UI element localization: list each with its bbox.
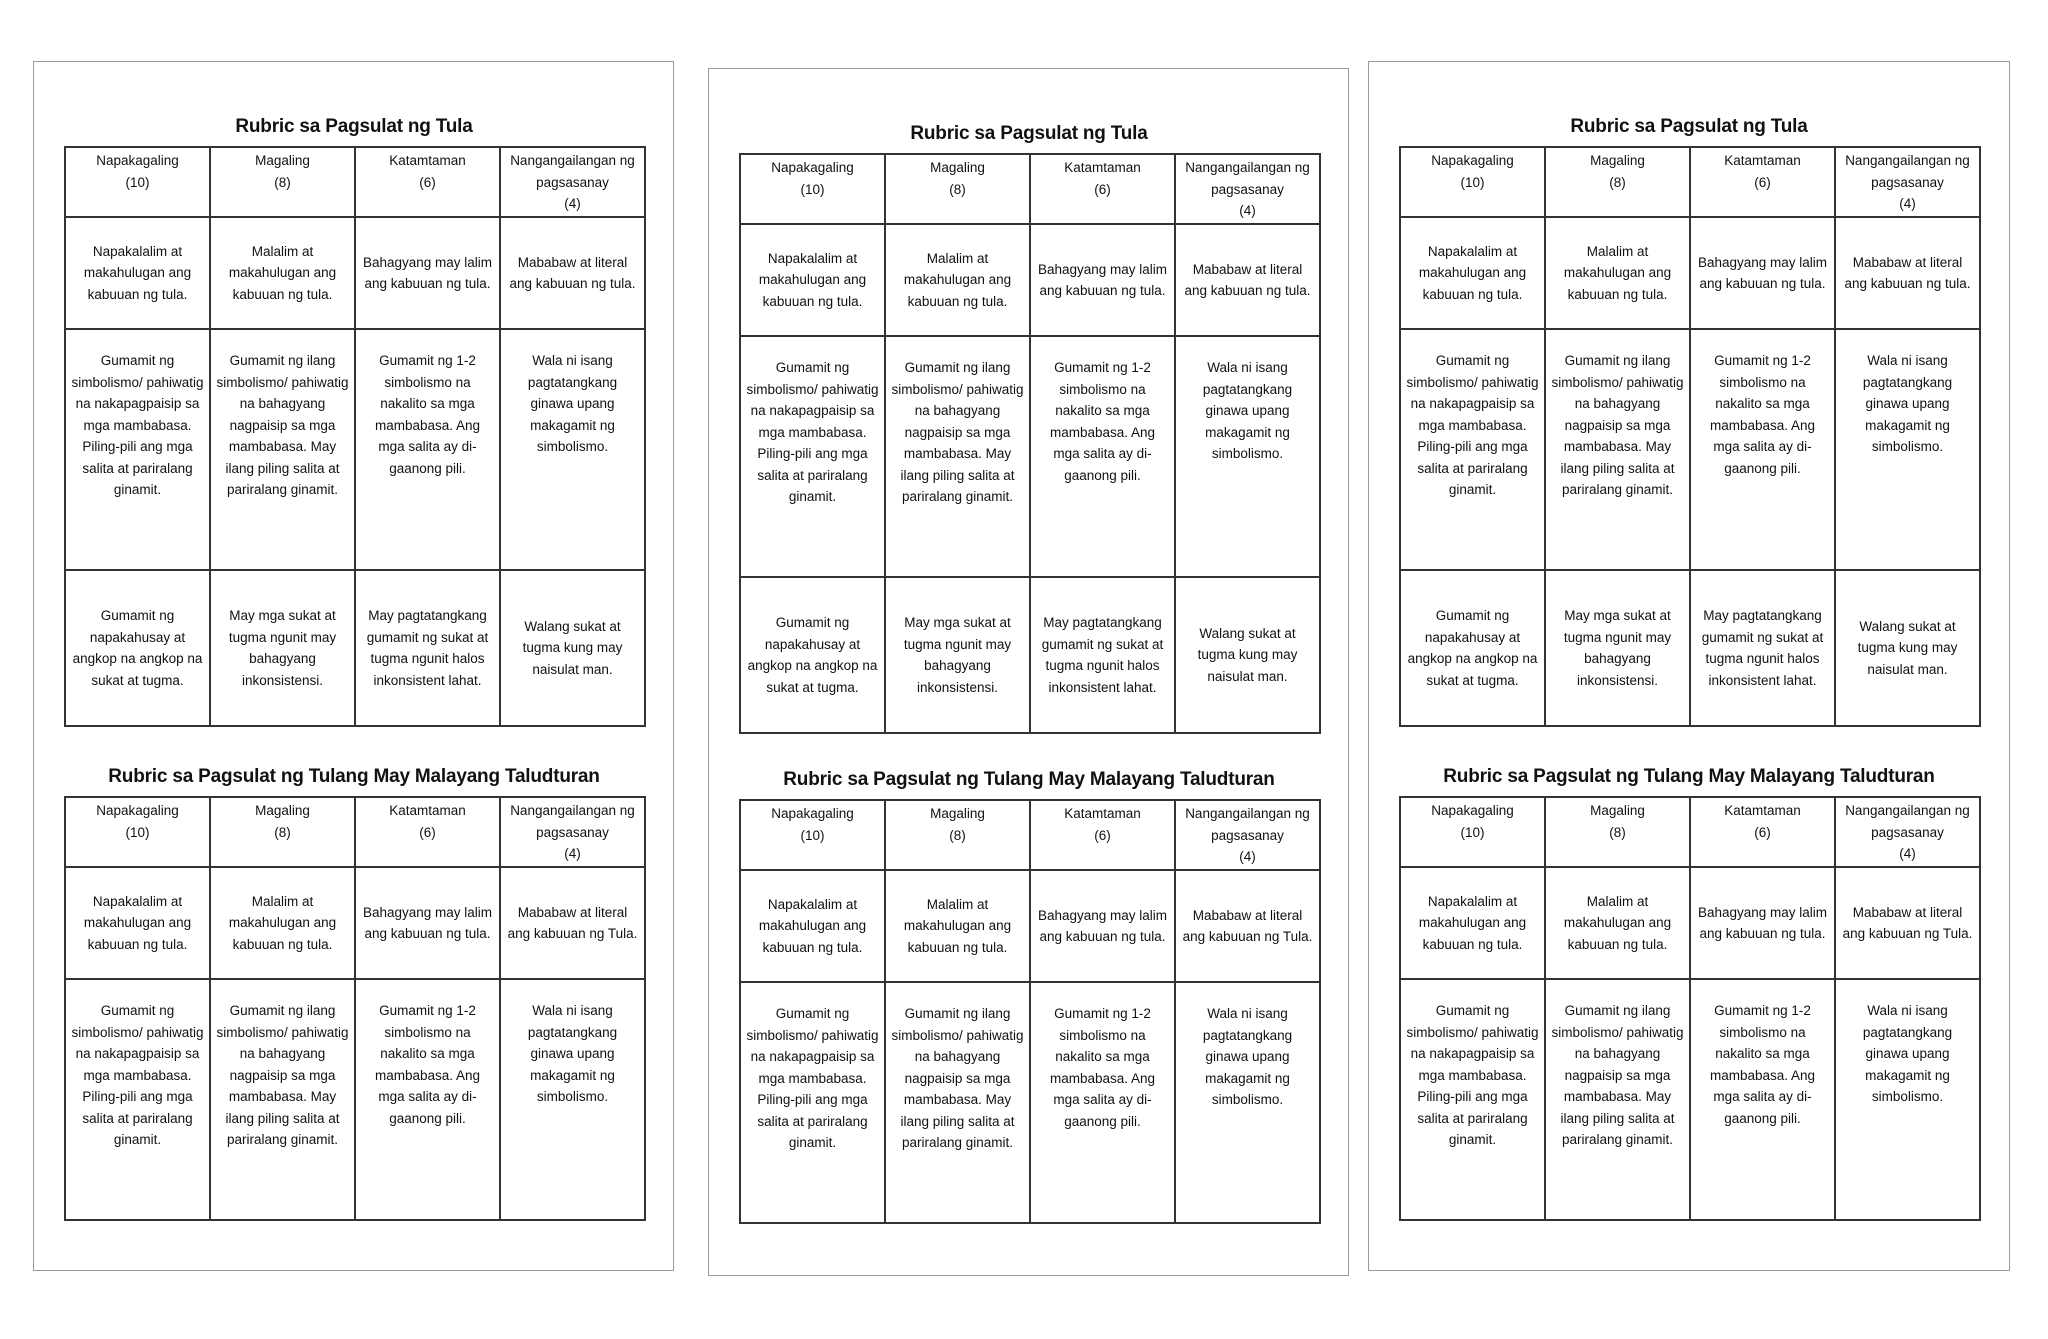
rating-score: (8) (1609, 824, 1626, 840)
rubric-section (1399, 762, 1979, 1221)
rubric-header-row (65, 147, 645, 217)
rubric-header-row (65, 797, 645, 867)
table-row (65, 867, 645, 979)
rubric-criteria-cell: Gumamit ng 1-2 simbolismo na nakalito sa mga mambabasa. Ang mga salita ay di-gaanong pili. (1690, 979, 1835, 1220)
rubric-criteria-cell: Gumamit ng simbolismo/ pahiwatig na nakapagpaisip sa mga mambabasa. Piling-pili ang mga salita at pariralang ginamit. (1400, 979, 1545, 1220)
rubric-criteria-cell: Malalim at makahulugan ang kabuuan ng tula. (885, 224, 1030, 336)
rubric-criteria-cell: Gumamit ng 1-2 simbolismo na nakalito sa mga mambabasa. Ang mga salita ay di-gaanong pili. (1030, 982, 1175, 1223)
rating-label: Nangangailangan ng pagsasanay (1845, 153, 1970, 190)
rating-label: Nangangailangan ng pagsasanay (1185, 160, 1310, 197)
rubric-criteria-cell: Napakalalim at makahulugan ang kabuuan ng tula. (65, 867, 210, 979)
rating-label: Katamtaman (1064, 160, 1141, 175)
table-row (740, 224, 1320, 336)
rubric-header-cell (885, 800, 1030, 870)
rubric-criteria-cell: Malalim at makahulugan ang kabuuan ng tula. (885, 870, 1030, 982)
rubric-criteria-cell: Gumamit ng napakahusay at angkop na angkop na sukat at tugma. (1400, 570, 1545, 726)
document-page (1368, 61, 2010, 1271)
rubric-criteria-cell: May pagtatangkang gumamit ng sukat at tugma ngunit halos inkonsistent lahat. (355, 570, 500, 726)
rubric-header-cell (1030, 800, 1175, 870)
rating-score: (6) (1094, 181, 1111, 197)
rating-score: (10) (125, 824, 150, 840)
document-page (708, 68, 1349, 1276)
rubric-criteria-cell: May mga sukat at tugma ngunit may bahagyang inkonsistensi. (885, 577, 1030, 733)
rubric-title: Rubric sa Pagsulat ng Tulang May Malayang Taludturan (783, 769, 1275, 790)
rubric-criteria-cell: Gumamit ng ilang simbolismo/ pahiwatig na bahagyang nagpaisip sa mga mambabasa. May ilang piling salita at pariralang ginamit. (210, 979, 355, 1220)
rating-label: Nangangailangan ng pagsasanay (510, 153, 635, 190)
rubric-header-cell (1400, 147, 1545, 217)
rubric-table (64, 146, 646, 727)
rubric-criteria-cell: Bahagyang may lalim ang kabuuan ng tula. (355, 217, 500, 329)
rubric-criteria-cell: Gumamit ng simbolismo/ pahiwatig na nakapagpaisip sa mga mambabasa. Piling-pili ang mga salita at pariralang ginamit. (65, 329, 210, 570)
rating-score: (4) (1239, 849, 1256, 864)
rubric-criteria-cell: Napakalalim at makahulugan ang kabuuan ng tula. (1400, 217, 1545, 329)
rubric-criteria-cell: Gumamit ng simbolismo/ pahiwatig na nakapagpaisip sa mga mambabasa. Piling-pili ang mga salita at pariralang ginamit. (740, 336, 885, 577)
rubric-header-cell (1545, 147, 1690, 217)
rubric-header-cell (1400, 797, 1545, 867)
rubric-criteria-cell: Gumamit ng 1-2 simbolismo na nakalito sa mga mambabasa. Ang mga salita ay di-gaanong pili. (355, 979, 500, 1220)
rubric-criteria-cell: Gumamit ng ilang simbolismo/ pahiwatig na bahagyang nagpaisip sa mga mambabasa. May ilang piling salita at pariralang ginamit. (210, 329, 355, 570)
table-row (1400, 217, 1980, 329)
rating-score: (4) (564, 846, 581, 861)
rubric-title: Rubric sa Pagsulat ng Tula (1570, 116, 1808, 137)
rating-score: (10) (800, 827, 825, 843)
rubric-criteria-cell: Mababaw at literal ang kabuuan ng tula. (1175, 224, 1320, 336)
rubric-criteria-cell: Gumamit ng ilang simbolismo/ pahiwatig na bahagyang nagpaisip sa mga mambabasa. May ilang piling salita at pariralang ginamit. (885, 982, 1030, 1223)
rubric-criteria-cell: Walang sukat at tugma kung may naisulat man. (500, 570, 645, 726)
rubric-criteria-cell: Mababaw at literal ang kabuuan ng tula. (1835, 217, 1980, 329)
rubric-title: Rubric sa Pagsulat ng Tulang May Malayang Taludturan (108, 766, 600, 787)
rating-score: (8) (1609, 174, 1626, 190)
rubric-criteria-cell: May pagtatangkang gumamit ng sukat at tugma ngunit halos inkonsistent lahat. (1690, 570, 1835, 726)
rating-score: (8) (274, 174, 291, 190)
rating-label: Magaling (255, 803, 310, 818)
rubric-criteria-cell: Bahagyang may lalim ang kabuuan ng tula. (355, 867, 500, 979)
rubric-table (1399, 146, 1981, 727)
table-row (65, 217, 645, 329)
rubric-header-row (740, 154, 1320, 224)
rubric-table (739, 799, 1321, 1224)
rubric-criteria-cell: May mga sukat at tugma ngunit may bahagyang inkonsistensi. (1545, 570, 1690, 726)
rubric-criteria-cell: Walang sukat at tugma kung may naisulat man. (1175, 577, 1320, 733)
rubric-section (739, 765, 1319, 1224)
rubric-header-cell (65, 147, 210, 217)
rubric-header-cell (355, 797, 500, 867)
rubric-header-cell (500, 797, 645, 867)
table-row (1400, 867, 1980, 979)
rubric-table (739, 153, 1321, 734)
table-row (1400, 979, 1980, 1220)
rubric-criteria-cell: Mababaw at literal ang kabuuan ng Tula. (1835, 867, 1980, 979)
rubric-header-row (1400, 797, 1980, 867)
rating-score: (4) (564, 196, 581, 211)
rating-score: (4) (1239, 203, 1256, 218)
rubric-criteria-cell: Gumamit ng napakahusay at angkop na angkop na sukat at tugma. (740, 577, 885, 733)
rating-label: Magaling (255, 153, 310, 168)
rating-label: Napakagaling (1431, 153, 1514, 168)
rubric-criteria-cell: Mababaw at literal ang kabuuan ng Tula. (1175, 870, 1320, 982)
rating-score: (6) (1094, 827, 1111, 843)
rubric-title: Rubric sa Pagsulat ng Tula (910, 123, 1148, 144)
rating-score: (10) (1460, 174, 1485, 190)
rubric-header-row (1400, 147, 1980, 217)
rating-label: Katamtaman (389, 153, 466, 168)
rubric-criteria-cell: Wala ni isang pagtatangkang ginawa upang makagamit ng simbolismo. (500, 979, 645, 1220)
table-row (740, 982, 1320, 1223)
rating-score: (8) (949, 827, 966, 843)
rating-label: Nangangailangan ng pagsasanay (1185, 806, 1310, 843)
rubric-section (64, 112, 644, 727)
rating-label: Magaling (1590, 153, 1645, 168)
rating-score: (8) (274, 824, 291, 840)
rubric-criteria-cell: Gumamit ng 1-2 simbolismo na nakalito sa mga mambabasa. Ang mga salita ay di-gaanong pili. (1690, 329, 1835, 570)
rubric-criteria-cell: Gumamit ng ilang simbolismo/ pahiwatig na bahagyang nagpaisip sa mga mambabasa. May ilang piling salita at pariralang ginamit. (885, 336, 1030, 577)
rating-score: (6) (419, 824, 436, 840)
rubric-criteria-cell: Napakalalim at makahulugan ang kabuuan ng tula. (740, 224, 885, 336)
rubric-criteria-cell: Gumamit ng 1-2 simbolismo na nakalito sa mga mambabasa. Ang mga salita ay di-gaanong pili. (355, 329, 500, 570)
rubric-criteria-cell: Bahagyang may lalim ang kabuuan ng tula. (1030, 224, 1175, 336)
rubric-criteria-cell: Wala ni isang pagtatangkang ginawa upang makagamit ng simbolismo. (1175, 982, 1320, 1223)
rubric-header-cell (1545, 797, 1690, 867)
rubric-criteria-cell: Wala ni isang pagtatangkang ginawa upang makagamit ng simbolismo. (1835, 329, 1980, 570)
rubric-criteria-cell: Bahagyang may lalim ang kabuuan ng tula. (1690, 867, 1835, 979)
rubric-header-cell (210, 797, 355, 867)
rubric-criteria-cell: Bahagyang may lalim ang kabuuan ng tula. (1690, 217, 1835, 329)
rubric-title: Rubric sa Pagsulat ng Tulang May Malayang Taludturan (1443, 766, 1935, 787)
rubric-title: Rubric sa Pagsulat ng Tula (235, 116, 473, 137)
rating-label: Nangangailangan ng pagsasanay (510, 803, 635, 840)
table-row (65, 979, 645, 1220)
rubric-criteria-cell: Napakalalim at makahulugan ang kabuuan ng tula. (740, 870, 885, 982)
rubric-criteria-cell: Walang sukat at tugma kung may naisulat man. (1835, 570, 1980, 726)
rating-score: (8) (949, 181, 966, 197)
rubric-criteria-cell: Gumamit ng 1-2 simbolismo na nakalito sa mga mambabasa. Ang mga salita ay di-gaanong pili. (1030, 336, 1175, 577)
rubric-criteria-cell: Wala ni isang pagtatangkang ginawa upang makagamit ng simbolismo. (1175, 336, 1320, 577)
rubric-header-cell (740, 154, 885, 224)
rating-score: (6) (1754, 174, 1771, 190)
rubric-criteria-cell: Gumamit ng ilang simbolismo/ pahiwatig na bahagyang nagpaisip sa mga mambabasa. May ilang piling salita at pariralang ginamit. (1545, 979, 1690, 1220)
rubric-header-cell (1835, 797, 1980, 867)
rubric-criteria-cell: Malalim at makahulugan ang kabuuan ng tula. (210, 217, 355, 329)
rating-score: (4) (1899, 846, 1916, 861)
rating-label: Katamtaman (389, 803, 466, 818)
rubric-criteria-cell: Gumamit ng napakahusay at angkop na angkop na sukat at tugma. (65, 570, 210, 726)
rating-label: Napakagaling (1431, 803, 1514, 818)
document-page (33, 61, 674, 1271)
rating-label: Katamtaman (1724, 153, 1801, 168)
rating-label: Katamtaman (1724, 803, 1801, 818)
table-row (740, 577, 1320, 733)
rubric-criteria-cell: Gumamit ng ilang simbolismo/ pahiwatig na bahagyang nagpaisip sa mga mambabasa. May ilang piling salita at pariralang ginamit. (1545, 329, 1690, 570)
rubric-header-cell (210, 147, 355, 217)
rubric-header-cell (1835, 147, 1980, 217)
table-row (65, 570, 645, 726)
rating-score: (10) (800, 181, 825, 197)
rubric-header-cell (1175, 800, 1320, 870)
rating-label: Katamtaman (1064, 806, 1141, 821)
rubric-criteria-cell: May mga sukat at tugma ngunit may bahagyang inkonsistensi. (210, 570, 355, 726)
rating-label: Magaling (1590, 803, 1645, 818)
rating-label: Magaling (930, 806, 985, 821)
rubric-criteria-cell: Wala ni isang pagtatangkang ginawa upang makagamit ng simbolismo. (500, 329, 645, 570)
rubric-header-cell (1690, 147, 1835, 217)
rating-score: (10) (125, 174, 150, 190)
rubric-header-cell (65, 797, 210, 867)
rubric-table (64, 796, 646, 1221)
rubric-header-cell (1030, 154, 1175, 224)
rubric-header-cell (1690, 797, 1835, 867)
rubric-header-cell (740, 800, 885, 870)
rubric-section (739, 119, 1319, 734)
rubric-header-cell (1175, 154, 1320, 224)
rubric-section (1399, 112, 1979, 727)
rating-label: Napakagaling (771, 806, 854, 821)
rating-label: Napakagaling (771, 160, 854, 175)
rubric-criteria-cell: Gumamit ng simbolismo/ pahiwatig na nakapagpaisip sa mga mambabasa. Piling-pili ang mga salita at pariralang ginamit. (1400, 329, 1545, 570)
rubric-criteria-cell: Malalim at makahulugan ang kabuuan ng tula. (1545, 867, 1690, 979)
rubric-criteria-cell: Wala ni isang pagtatangkang ginawa upang makagamit ng simbolismo. (1835, 979, 1980, 1220)
rating-score: (10) (1460, 824, 1485, 840)
rubric-criteria-cell: Napakalalim at makahulugan ang kabuuan ng tula. (1400, 867, 1545, 979)
rubric-criteria-cell: Mababaw at literal ang kabuuan ng Tula. (500, 867, 645, 979)
table-row (740, 870, 1320, 982)
rating-score: (6) (419, 174, 436, 190)
rubric-header-cell (355, 147, 500, 217)
table-row (1400, 570, 1980, 726)
rubric-criteria-cell: Malalim at makahulugan ang kabuuan ng tula. (1545, 217, 1690, 329)
rating-label: Napakagaling (96, 803, 179, 818)
rubric-header-cell (885, 154, 1030, 224)
rubric-criteria-cell: Gumamit ng simbolismo/ pahiwatig na nakapagpaisip sa mga mambabasa. Piling-pili ang mga salita at pariralang ginamit. (740, 982, 885, 1223)
rubric-section (64, 762, 644, 1221)
rating-score: (4) (1899, 196, 1916, 211)
table-row (65, 329, 645, 570)
rubric-criteria-cell: Bahagyang may lalim ang kabuuan ng tula. (1030, 870, 1175, 982)
rating-label: Nangangailangan ng pagsasanay (1845, 803, 1970, 840)
rubric-header-row (740, 800, 1320, 870)
rubric-header-cell (500, 147, 645, 217)
table-row (740, 336, 1320, 577)
table-row (1400, 329, 1980, 570)
rubric-criteria-cell: Napakalalim at makahulugan ang kabuuan ng tula. (65, 217, 210, 329)
rubric-criteria-cell: Mababaw at literal ang kabuuan ng tula. (500, 217, 645, 329)
rubric-table (1399, 796, 1981, 1221)
rubric-criteria-cell: May pagtatangkang gumamit ng sukat at tugma ngunit halos inkonsistent lahat. (1030, 577, 1175, 733)
rubric-criteria-cell: Malalim at makahulugan ang kabuuan ng tula. (210, 867, 355, 979)
rubric-criteria-cell: Gumamit ng simbolismo/ pahiwatig na nakapagpaisip sa mga mambabasa. Piling-pili ang mga salita at pariralang ginamit. (65, 979, 210, 1220)
rating-score: (6) (1754, 824, 1771, 840)
rating-label: Magaling (930, 160, 985, 175)
rating-label: Napakagaling (96, 153, 179, 168)
